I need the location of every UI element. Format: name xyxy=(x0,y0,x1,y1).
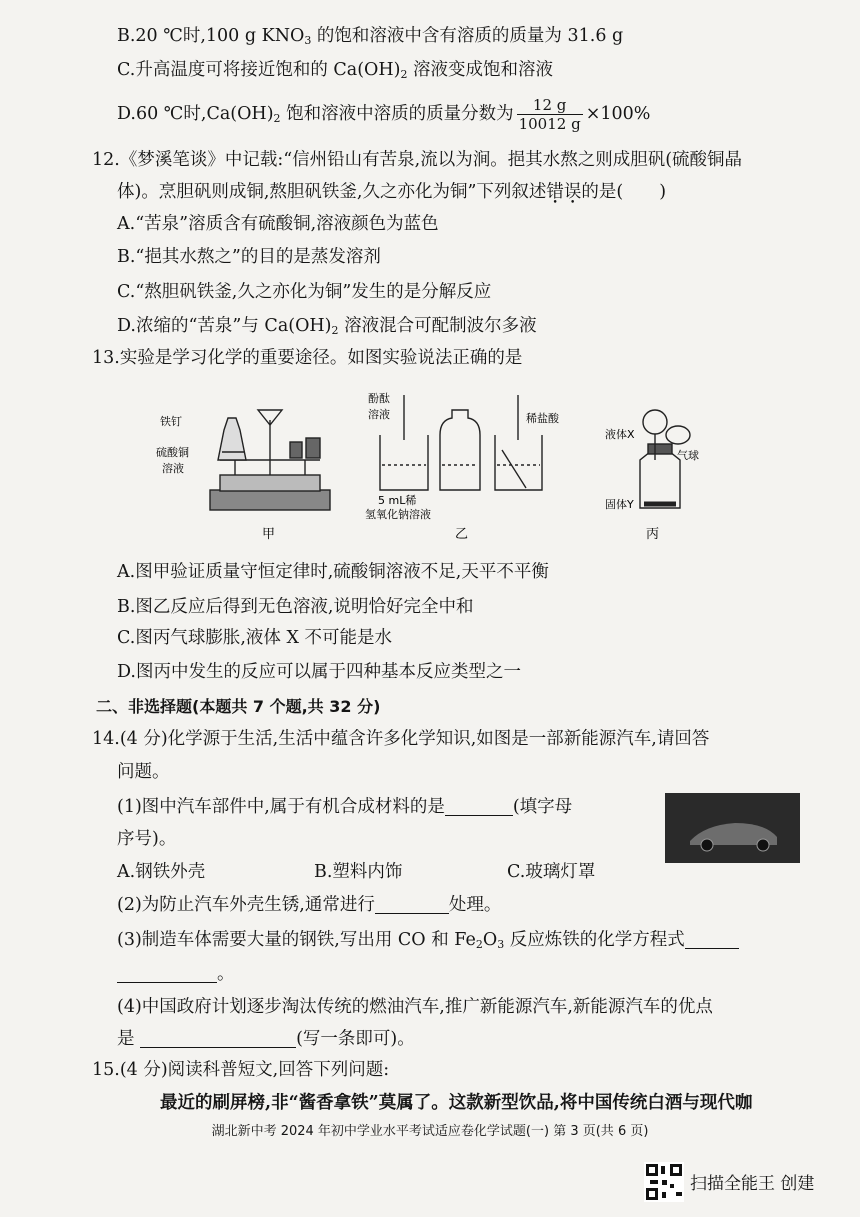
scanner-watermark: 扫描全能王 创建 xyxy=(690,1174,815,1194)
label-cuso4-2: 溶液 xyxy=(162,462,184,475)
q14-part4-line1: (4)中国政府计划逐步淘汰传统的燃油汽车,推广新能源汽车,新能源汽车的优点 xyxy=(117,997,713,1017)
q15-passage: 最近的刷屏榜,非“酱香拿铁”莫属了。这款新型饮品,将中国传统白酒与现代咖 xyxy=(160,1093,753,1113)
q12-option-b: B.“挹其水熬之”的目的是蒸发溶剂 xyxy=(117,247,381,267)
caption-yi: 乙 xyxy=(455,527,469,542)
label-nail: 铁钉 xyxy=(160,415,182,428)
q13-option-d: D.图丙中发生的反应可以属于四种基本反应类型之一 xyxy=(117,662,521,682)
label-phenolphthalein-1: 酚酞 xyxy=(368,392,390,405)
q14-part3-line2: 。 xyxy=(117,962,235,986)
q14-part2: (2)为防止汽车外壳生锈,通常进行 处理。 xyxy=(117,895,502,915)
label-solid-y: 固体Y xyxy=(605,498,634,511)
answer-blank[interactable] xyxy=(140,1029,296,1048)
label-cuso4-1: 硫酸铜 xyxy=(156,446,189,459)
q14-stem-line2: 问题。 xyxy=(117,762,170,782)
q14-part1-option-c: C.玻璃灯罩 xyxy=(507,862,596,882)
q14-part1: (1)图中汽车部件中,属于有机合成材料的是 (填字母 xyxy=(117,797,573,817)
page-footer: 湖北新中考 2024 年初中学业水平考试适应卷化学试题(一) 第 3 页(共 6 页) xyxy=(211,1124,649,1139)
answer-blank[interactable] xyxy=(685,930,739,949)
q11-option-d: D.60 ℃时$,Ca(OH)_2$ 饱和溶液中溶质的质量分数为 $\frac{12 g}{10012 g}$ ×100% xyxy=(117,96,651,133)
q14-part1-option-b: B.塑料内饰 xyxy=(314,862,403,882)
label-liquid-x: 液体X xyxy=(605,428,635,441)
q13-option-c: C.图丙气球膨胀,液体 X 不可能是水 xyxy=(117,628,392,648)
q12-option-c: C.“熬胆矾铁釜,久之亦化为铜”发生的是分解反应 xyxy=(117,282,492,302)
q14-part1-option-a: A.钢铁外壳 xyxy=(117,862,206,882)
caption-bing: 丙 xyxy=(646,527,660,542)
q12-option-a: A.“苦泉”溶质含有硫酸铜,溶液颜色为蓝色 xyxy=(117,214,439,234)
fraction: $\frac{12 g}{10012 g}$ xyxy=(518,96,581,133)
q14-part1-line2: 序号)。 xyxy=(117,829,177,849)
label-hcl: 稀盐酸 xyxy=(526,412,559,425)
q13-option-a: A.图甲验证质量守恒定律时,硫酸铜溶液不足,天平不平衡 xyxy=(117,562,549,582)
label-balloon: 气球 xyxy=(677,449,699,462)
q13-stem: 13.实验是学习化学的重要途径。如图实验说法正确的是 xyxy=(92,348,523,368)
q14-stem-line1: 14.(4 分)化学源于生活,生活中蕴含许多化学知识,如图是一部新能源汽车,请回答 xyxy=(92,729,710,749)
q13-option-b: B.图乙反应后得到无色溶液,说明恰好完全中和 xyxy=(117,597,474,617)
label-phenolphthalein-2: 溶液 xyxy=(368,408,390,421)
caption-jia: 甲 xyxy=(262,527,276,542)
q11-option-c: C.升高温度可将接近饱和的 $Ca(OH)_2$ 溶液变成饱和溶液 xyxy=(117,60,554,81)
q15-stem: 15.(4 分)阅读科普短文,回答下列问题: xyxy=(92,1060,390,1080)
q14-part4-line2: 是 (写一条即可)。 xyxy=(117,1029,415,1049)
q14-part3: (3)制造车体需要大量的钢铁,写出用 CO 和 $Fe_2O_3$ 反应炼铁的化学方程式 xyxy=(117,928,739,957)
label-naoh-1: 5 mL稀 xyxy=(378,494,417,507)
q12-option-d: D.浓缩的“苦泉”与 $Ca(OH)_2$ 溶液混合可配制波尔多液 xyxy=(117,316,537,337)
q12-stem-line1: 12.《梦溪笔谈》中记载:“信州铅山有苦泉,流以为涧。挹其水熬之则成胆矾(硫酸铜晶 xyxy=(92,150,743,170)
car-photo xyxy=(665,793,800,863)
beakers-diagram xyxy=(380,395,542,490)
qr-code-icon xyxy=(644,1162,684,1202)
balance-diagram xyxy=(210,410,330,510)
answer-blank[interactable] xyxy=(117,964,217,983)
q11-option-b: B.20 ℃时,100 g $KNO_3$ 的饱和溶液中含有溶质的质量为 31.6 g xyxy=(117,26,624,47)
q12-stem-line2: 体)。烹胆矾则成铜,熬胆矾铁釜,久之亦化为铜”下列叙述错误的是( ) xyxy=(117,182,667,202)
label-naoh-2: 氢氧化钠溶液 xyxy=(365,508,431,521)
answer-blank[interactable] xyxy=(375,895,449,914)
answer-blank[interactable] xyxy=(445,797,513,816)
section-heading: 二、非选择题(本题共 7 个题,共 32 分) xyxy=(96,697,381,716)
q13-figure xyxy=(150,380,710,548)
